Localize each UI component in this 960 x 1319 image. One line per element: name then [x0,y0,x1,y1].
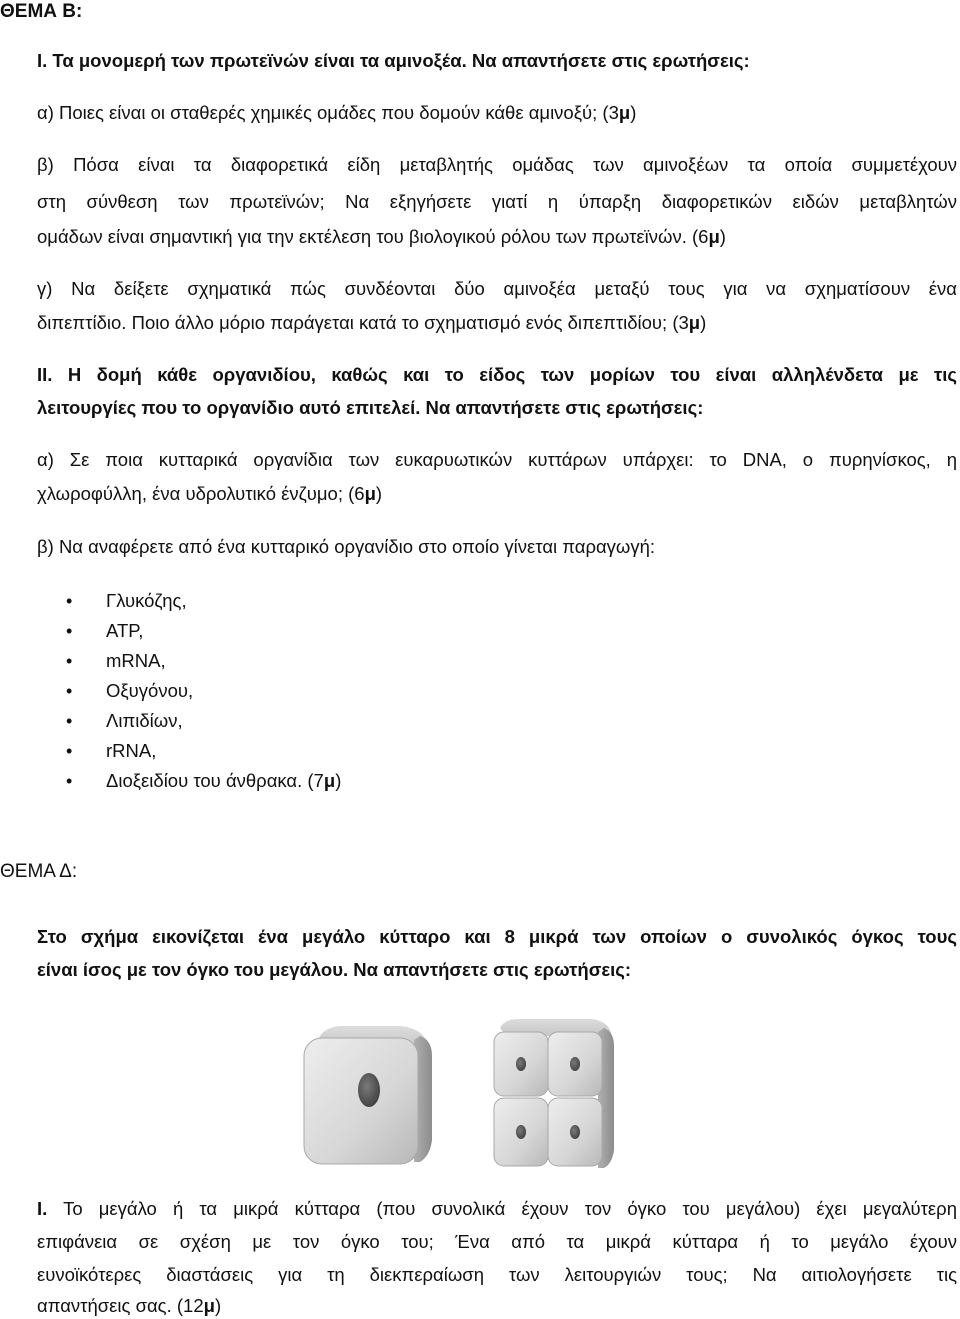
bullet-icon: • [66,681,73,701]
points-close: ) [375,483,383,504]
points-unit: μ [688,312,701,333]
list-item-text: Διοξειδίου του άνθρακα. (7 [106,770,324,791]
bullet-icon: • [66,651,73,671]
bullet-icon: • [66,771,73,791]
part2-question-b: β) Να αναφέρετε από ένα κυτταρικό οργανίδιο στο οποίο γίνεται παραγωγή: [37,536,656,557]
points-close: ) [214,1295,222,1316]
points-unit: μ [618,102,631,123]
theme-d-intro-line2: είναι ίσος με τον όγκο του μεγάλου. Να απαντήσετε στις ερωτήσεις: [37,959,632,980]
part1-question-b-line2: στη σύνθεση των πρωτεϊνών; Να εξηγήσετε γιατί η ύπαρξη διαφορετικών ειδών μεταβλητών [37,191,957,212]
part1-intro: Ι. Τα μονομερή των πρωτεϊνών είναι τα αμινοξέα. Να απαντήσετε στις ερωτήσεις: [37,50,750,71]
part2-intro-line1: ΙΙ. Η δομή κάθε οργανιδίου, καθώς και το είδος των μορίων του είναι αλληλένδετα με τις [37,364,957,385]
theme-d-question-1-line2: επιφάνεια σε σχέση με τον όγκο του; Ένα από τα μικρά κύτταρα ή το μεγάλο έχουν [37,1231,957,1252]
points-unit: μ [364,483,376,504]
bullet-icon: • [66,591,73,611]
nucleus [358,1073,380,1107]
bullet-icon: • [66,711,73,731]
theme-d-intro-line1: Στο σχήμα εικονίζεται ένα μεγάλο κύτταρο και 8 μικρά των οποίων ο συνολικός όγκος τους [37,926,957,947]
nucleus [516,1057,526,1071]
points-close: ) [719,226,726,247]
part2-question-a-line2-text: χλωροφύλλη, ένα υδρολυτικό ένζυμο; (6 [37,483,365,504]
theme-d-question-1-line3: ευνοϊκότερες διαστάσεις για τη διεκπεραίωση των λειτουργιών τους; Να αιτιολογήσετε τις [37,1264,957,1285]
list-item: Λιπιδίων, [106,710,183,731]
nucleus [570,1057,580,1071]
part2-intro-line2-bold: λειτουργίες που το οργανίδιο αυτό επιτελεί. [37,397,421,418]
bullet-icon: • [66,741,73,761]
points-unit: μ [323,770,336,791]
theme-d-question-1-line1-text: Το μεγάλο ή τα μικρά κύτταρα (που συνολικά έχουν τον όγκο του μεγάλου) έχει μεγαλύτερη [47,1198,957,1219]
list-item: Οξυγόνου, [106,680,194,701]
list-item: rRNA, [106,740,157,761]
part1-question-c-line2-text: διπεπτίδιο. Ποιο άλλο μόριο παράγεται κατά το σχηματισμό ενός διπεπτιδίου; (3 [37,312,689,333]
theme-d-heading-text: ΘΕΜΑ Δ: [0,861,78,882]
part1-question-b-line1: β) Πόσα είναι τα διαφορετικά είδη μεταβλητής ομάδας των αμινοξέων τα οποία συμμετέχουν [37,154,957,175]
points-close: ) [335,770,342,791]
part1-question-b-line3-text: ομάδων είναι σημαντική για την εκτέλεση του βιολογικού ρόλου των πρωτεϊνών. (6 [37,226,709,247]
theme-b-heading: ΘΕΜΑ Β: [0,1,83,22]
nucleus [570,1125,580,1139]
part2-intro-line2-rest: Να απαντήσετε στις ερωτήσεις: [420,397,704,418]
list-item: Γλυκόζης, [106,590,187,611]
theme-d-question-1-line1 [37,1200,957,1219]
points-close: ) [700,312,707,333]
part1-question-a-text: α) Ποιες είναι οι σταθερές χημικές ομάδες που δομούν κάθε αμινοξύ; (3 [37,102,619,123]
part2-question-a-line1: α) Σε ποια κυτταρικά οργανίδια των ευκαρυωτικών κυττάρων υπάρχει: το DNA, ο πυρηνίσκος, η [37,449,957,470]
points-unit: μ [708,226,720,247]
nucleus [516,1125,526,1139]
list-item: ATP, [106,620,144,641]
list-item: mRNA, [106,650,166,671]
question-number: Ι. [37,1198,48,1219]
small-cells [494,1019,614,1168]
bullet-icon: • [66,621,73,641]
points-close: ) [630,102,637,123]
theme-d-question-1-line4-text: απαντήσεις σας. (12 [37,1295,204,1316]
theme-d-question-1-line4 [37,1297,221,1316]
part1-question-c-line1: γ) Να δείξετε σχηματικά πώς συνδέονται δύο αμινοξέα μεταξύ τους για να σχηματίσουν ένα [37,278,957,299]
large-cell [304,1026,432,1164]
points-unit: μ [203,1295,215,1316]
